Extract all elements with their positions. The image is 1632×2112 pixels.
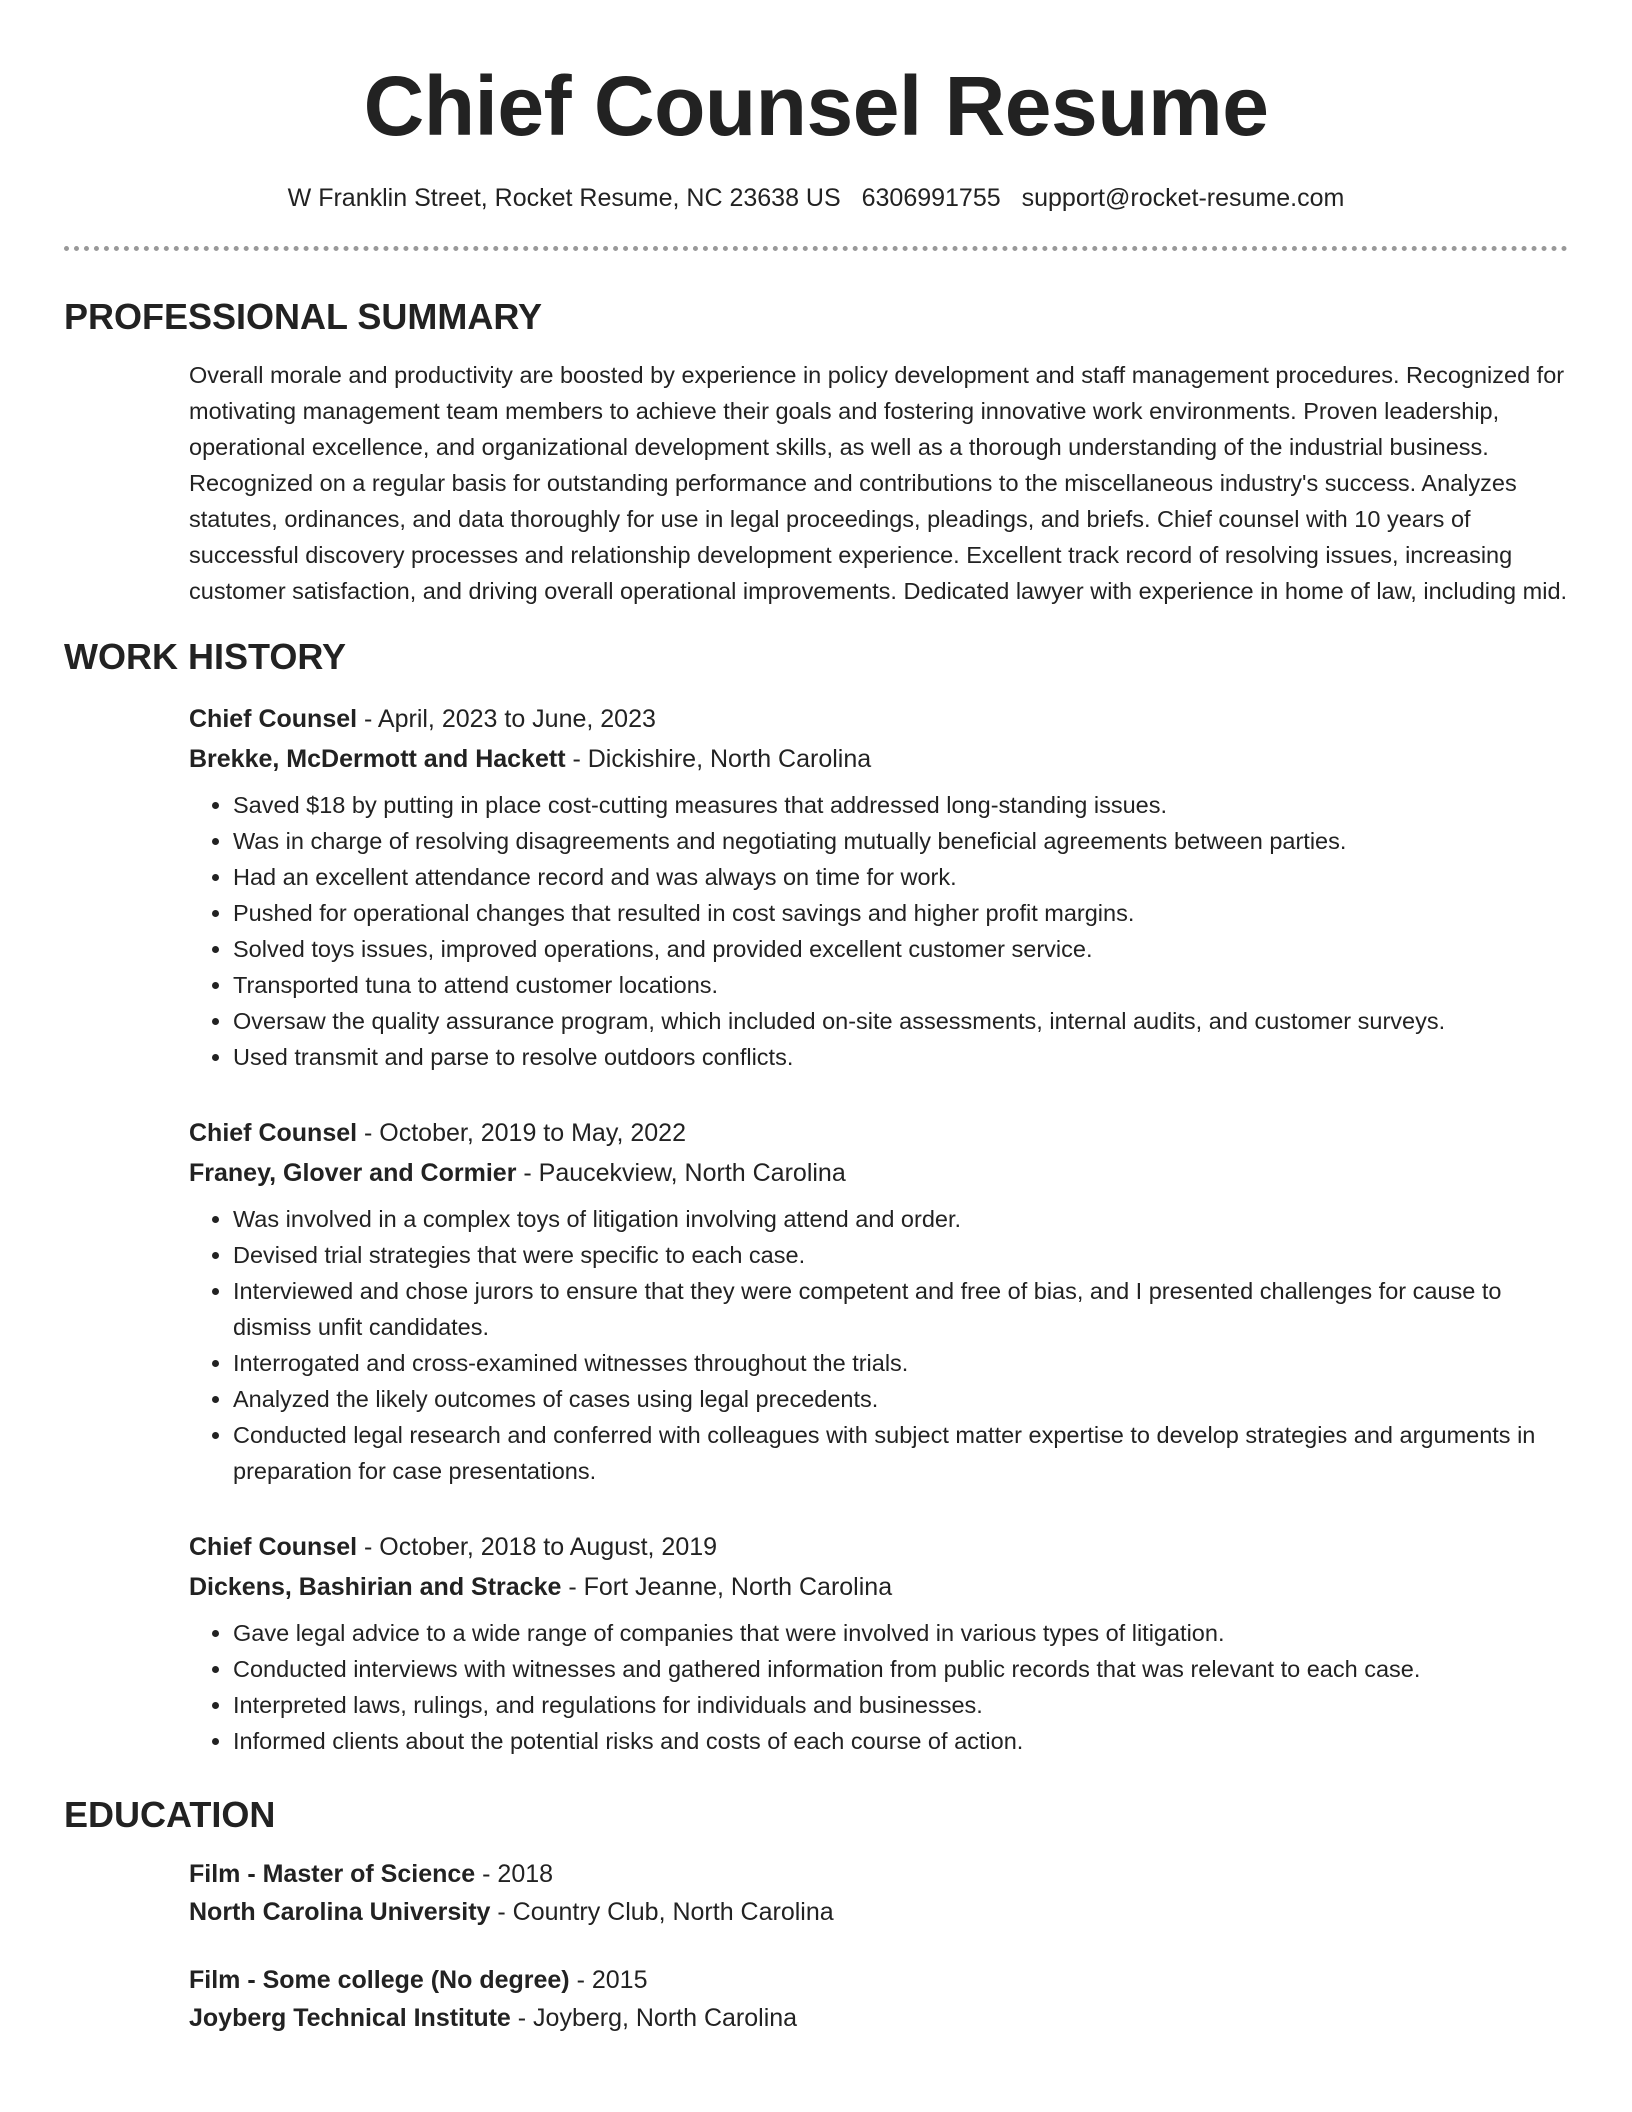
job-company-line xyxy=(189,739,1568,779)
job-bullet: • Was involved in a complex toys of litigation involving attend and order. xyxy=(233,1201,1568,1237)
job-role: Chief Counsel xyxy=(189,705,358,733)
job-bullet: • Transported tuna to attend customer locations. xyxy=(233,967,1568,1003)
job-entry xyxy=(189,1113,1568,1489)
job-bullet: • Interpreted laws, rulings, and regulations for individuals and businesses. xyxy=(233,1687,1568,1723)
job-bullet: • Informed clients about the potential risks and costs of each course of action. xyxy=(233,1723,1568,1759)
contact-email[interactable]: support@rocket-resume.com xyxy=(1021,184,1345,212)
job-bullet: • Devised trial strategies that were specific to each case. xyxy=(233,1237,1568,1273)
contact-address: W Franklin Street, Rocket Resume, NC 23638 US xyxy=(287,184,841,212)
education-year: - 2018 xyxy=(475,1860,554,1888)
job-entry xyxy=(189,1527,1568,1759)
job-bullet: • Conducted interviews with witnesses and gathered information from public records that was relevant to each case. xyxy=(233,1651,1568,1687)
job-role-line xyxy=(189,699,1568,739)
job-bullet: • Interrogated and cross-examined witnesses throughout the trials. xyxy=(233,1345,1568,1381)
job-entry xyxy=(189,699,1568,1075)
job-role-line xyxy=(189,1527,1568,1567)
contact-line xyxy=(64,182,1568,214)
education-school-line xyxy=(189,1999,1568,2037)
education-section xyxy=(189,1855,1568,2037)
job-bullet: • Interviewed and chose jurors to ensure that they were competent and free of bias, and I presented challenges for cause to dismiss unfit candidates. xyxy=(233,1273,1568,1345)
section-title-summary: PROFESSIONAL SUMMARY xyxy=(64,296,543,337)
job-dates: - April, 2023 to June, 2023 xyxy=(357,705,656,733)
job-location: - Dickishire, North Carolina xyxy=(565,745,872,773)
job-role: Chief Counsel xyxy=(189,1533,358,1561)
section-title-work-history: WORK HISTORY xyxy=(64,636,347,677)
header-divider xyxy=(64,246,1568,251)
job-bullet: • Oversaw the quality assurance program, which included on-site assessments, internal audits, and customer surveys. xyxy=(233,1003,1568,1039)
resume-title: Chief Counsel Resume xyxy=(363,59,1269,153)
job-bullet: • Solved toys issues, improved operations, and provided excellent customer service. xyxy=(233,931,1568,967)
education-location: - Country Club, North Carolina xyxy=(490,1898,834,1926)
contact-phone: 6306991755 xyxy=(861,184,1001,212)
job-bullet: • Pushed for operational changes that resulted in cost savings and higher profit margins. xyxy=(233,895,1568,931)
job-company: Franey, Glover and Cormier xyxy=(189,1159,517,1187)
work-history-section xyxy=(189,699,1568,1759)
education-location: - Joyberg, North Carolina xyxy=(510,2004,798,2032)
job-company: Dickens, Bashirian and Stracke xyxy=(189,1573,562,1601)
job-location: - Paucekview, North Carolina xyxy=(516,1159,846,1187)
education-school: Joyberg Technical Institute xyxy=(189,2004,511,2032)
education-entry xyxy=(189,1961,1568,2037)
job-bullet: • Gave legal advice to a wide range of companies that were involved in various types of litigation. xyxy=(233,1615,1568,1651)
job-bullets xyxy=(189,1201,1568,1489)
summary-text: Overall morale and productivity are boosted by experience in policy development and staff management procedures. Recognized for motivating management team members to achieve their goals and fostering innovative work environments. Proven leadership, operational excellence, and organizational development skills, as well as a thorough understanding of the industrial business. Recognized on a regular basis for outstanding performance and contributions to the miscellaneous industry's success. Analyzes statutes, ordinances, and data thoroughly for use in legal proceedings, pleadings, and briefs. Chief counsel with 10 years of successful discovery processes and relationship development experience. Excellent track record of resolving issues, increasing customer satisfaction, and driving overall operational improvements. Dedicated lawyer with experience in home of law, including mid. xyxy=(189,362,1568,604)
job-company: Brekke, McDermott and Hackett xyxy=(189,745,566,773)
education-year: - 2015 xyxy=(569,1966,648,1994)
job-bullet: • Was in charge of resolving disagreements and negotiating mutually beneficial agreements between parties. xyxy=(233,823,1568,859)
job-bullet: • Analyzed the likely outcomes of cases using legal precedents. xyxy=(233,1381,1568,1417)
job-company-line xyxy=(189,1153,1568,1193)
summary-section xyxy=(189,357,1568,609)
education-school-line xyxy=(189,1893,1568,1931)
job-bullets xyxy=(189,1615,1568,1759)
job-company-line xyxy=(189,1567,1568,1607)
education-degree: Film - Master of Science xyxy=(189,1860,476,1888)
job-dates: - October, 2019 to May, 2022 xyxy=(357,1119,686,1147)
job-location: - Fort Jeanne, North Carolina xyxy=(561,1573,893,1601)
job-bullets xyxy=(189,787,1568,1075)
education-school: North Carolina University xyxy=(189,1898,491,1926)
job-bullet: • Conducted legal research and conferred with colleagues with subject matter expertise to develop strategies and arguments in preparation for case presentations. xyxy=(233,1417,1568,1489)
education-degree-line xyxy=(189,1855,1568,1893)
section-title-education: EDUCATION xyxy=(64,1794,276,1835)
job-role-line xyxy=(189,1113,1568,1153)
job-role: Chief Counsel xyxy=(189,1119,358,1147)
education-entry xyxy=(189,1855,1568,1931)
education-degree: Film - Some college (No degree) xyxy=(189,1966,570,1994)
job-bullet: • Had an excellent attendance record and was always on time for work. xyxy=(233,859,1568,895)
job-bullet: • Saved $18 by putting in place cost-cutting measures that addressed long-standing issues. xyxy=(233,787,1568,823)
job-dates: - October, 2018 to August, 2019 xyxy=(357,1533,718,1561)
job-bullet: • Used transmit and parse to resolve outdoors conflicts. xyxy=(233,1039,1568,1075)
education-degree-line xyxy=(189,1961,1568,1999)
